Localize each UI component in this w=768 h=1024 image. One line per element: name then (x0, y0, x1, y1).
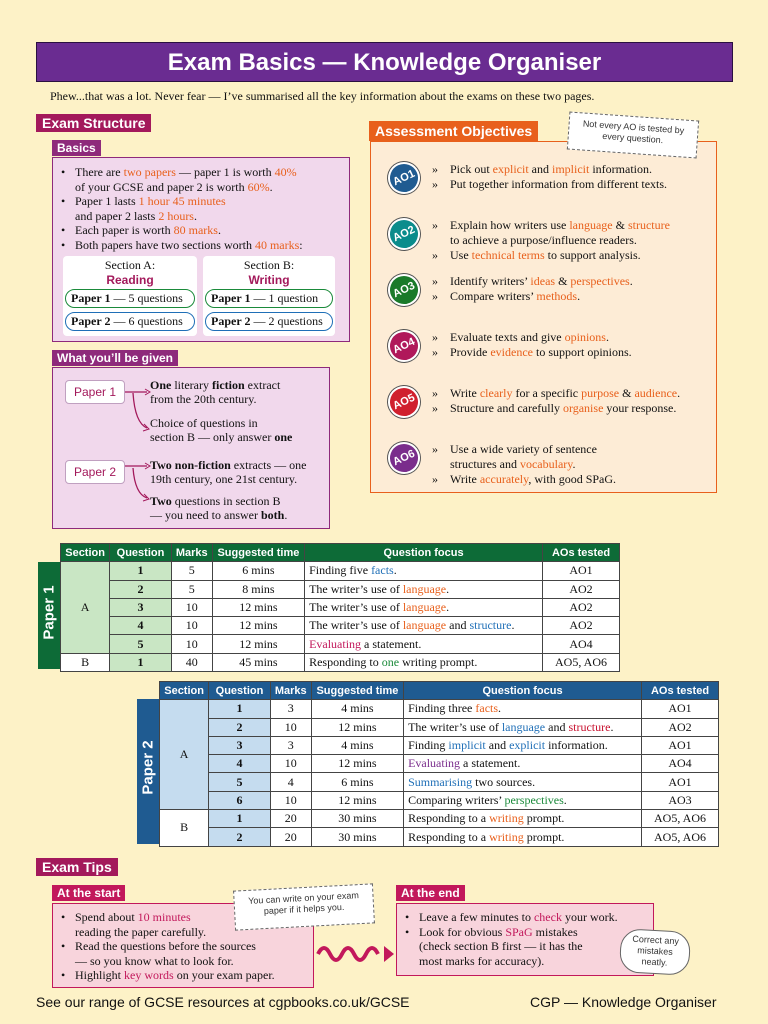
tip-item: • Leave a few minutes to check your work. (397, 910, 653, 925)
ao-badge-icon: AO4 (383, 325, 426, 368)
given-label: What you’ll be given (52, 350, 178, 366)
table-header: Section (61, 544, 110, 562)
table-header: Question focus (404, 682, 642, 700)
section-b-name: Writing (248, 273, 290, 287)
ao-item-ao2 (384, 216, 714, 266)
exam-structure-header: Exam Structure (36, 114, 151, 132)
tips-note-2: Correct any mistakes neatly. (619, 928, 691, 976)
section-a-label: Section A: (104, 258, 156, 272)
tip-item: (check section B first — it has the (419, 939, 583, 953)
footer-right: CGP — Knowledge Organiser (530, 994, 717, 1010)
section-cell: A (61, 562, 110, 653)
ao-header: Assessment Objectives (369, 121, 538, 141)
exam-tips-header: Exam Tips (36, 858, 118, 876)
section-a-paper1: Paper 1 — 5 questions (65, 289, 195, 308)
ao-badge-icon: AO5 (383, 381, 426, 424)
section-b-paper1: Paper 1 — 1 question (205, 289, 333, 308)
ao-text: » Write clearly for a specific purpose & audience. » Structure and carefully organise your response. (432, 386, 680, 416)
table-row: 5 10 12 mins Evaluating a statement. AO4 (61, 635, 620, 653)
table-row: A 1 5 6 mins Finding five facts. AO1 (61, 562, 620, 580)
section-b-paper2: Paper 2 — 2 questions (205, 312, 333, 331)
basics-box (52, 157, 350, 342)
table-header: AOs tested (642, 682, 719, 700)
section-b-label: Section B: (243, 258, 295, 272)
basics-item: of your GCSE and paper 2 is worth 60%. (75, 179, 273, 194)
tip-item: • Read the questions before the sources (53, 939, 313, 954)
table-row: B 1 20 30 mins Responding to a writing prompt. AO5, AO6 (160, 810, 719, 828)
at-start-label: At the start (52, 885, 125, 901)
section-a-card (63, 256, 197, 336)
given-paper1: Paper 1 (65, 380, 125, 404)
tip-item: • Spend about 10 minutes (53, 910, 313, 925)
basics-label: Basics (52, 140, 101, 156)
table-header: Suggested time (212, 544, 304, 562)
table-header: Question focus (305, 544, 543, 562)
ao-text: » Use a wide variety of sentence structures and vocabulary. » Write accurately, with good SPaG. (432, 442, 616, 486)
paper1-table (60, 543, 620, 672)
basics-item: • There are two papers — paper 1 is worth 40% (53, 165, 349, 180)
at-end-list (397, 910, 653, 968)
tip-item: most marks for accuracy). (419, 953, 545, 968)
tip-item: — so you know what to look for. (75, 953, 234, 968)
ao-item-ao5 (384, 384, 714, 434)
paper2-side-label: Paper 2 (137, 699, 159, 844)
paper1-side-label: Paper 1 (38, 562, 60, 669)
given-p2-extract: Two non-fiction extracts — one 19th century, one 21st century. (150, 458, 307, 486)
arrow-icon (123, 378, 153, 438)
section-a-name: Reading (106, 273, 154, 287)
tips-note-1: You can write on your exam paper if it helps you. (233, 883, 375, 930)
basics-item: • Both papers have two sections worth 40 marks: (53, 238, 349, 253)
tip-item: • Highlight key words on your exam paper. (53, 968, 313, 983)
section-b-card (203, 256, 335, 336)
table-row: B 1 40 45 mins Responding to one writing prompt. AO5, AO6 (61, 653, 620, 671)
table-row: 2 10 12 mins The writer’s use of language and structure. AO2 (160, 718, 719, 736)
intro-text: Phew...that was a lot. Never fear — I’ve summarised all the key information about the exams on these two pages. (50, 89, 595, 103)
table-row: 2 5 8 mins The writer’s use of language. AO2 (61, 580, 620, 598)
ao-item-ao6 (384, 440, 714, 490)
table-row: 5 4 6 mins Summarising two sources. AO1 (160, 773, 719, 791)
table-row: 3 10 12 mins The writer’s use of language. AO2 (61, 598, 620, 616)
footer-left: See our range of GCSE resources at cgpbooks.co.uk/GCSE (36, 994, 410, 1010)
ao-note: Not every AO is tested by every question. (567, 112, 699, 159)
paper2-table (159, 681, 719, 847)
section-a-paper2: Paper 2 — 6 questions (65, 312, 195, 331)
table-row: 4 10 12 mins The writer’s use of language and structure. AO2 (61, 617, 620, 635)
ao-item-ao4 (384, 328, 714, 378)
ao-item-ao3 (384, 272, 714, 322)
squiggle-icon (316, 940, 396, 968)
table-header: Marks (270, 682, 311, 700)
table-row: 3 3 4 mins Finding implicit and explicit information. AO1 (160, 736, 719, 754)
arrow-icon (123, 458, 153, 508)
tip-item: reading the paper carefully. (75, 924, 207, 939)
table-header: Question (209, 682, 271, 700)
page-title: Exam Basics — Knowledge Organiser (36, 42, 733, 82)
table-header: Question (110, 544, 172, 562)
table-header: AOs tested (543, 544, 620, 562)
table-header: Section (160, 682, 209, 700)
ao-text: » Evaluate texts and give opinions. » Provide evidence to support opinions. (432, 330, 632, 360)
table-row: 6 10 12 mins Comparing writers’ perspectives. AO3 (160, 791, 719, 809)
basics-item: • Each paper is worth 80 marks. (53, 223, 349, 238)
ao-text: » Identify writers’ ideas & perspectives. » Compare writers’ methods. (432, 274, 633, 304)
table-header: Suggested time (311, 682, 403, 700)
basics-list (53, 165, 349, 252)
table-row: 2 20 30 mins Responding to a writing prompt. AO5, AO6 (160, 828, 719, 846)
section-cell: B (61, 653, 110, 671)
given-p1-extract: One literary fiction extract from the 20th century. (150, 378, 281, 406)
table-row: 4 10 12 mins Evaluating a statement. AO4 (160, 755, 719, 773)
given-box (52, 367, 330, 529)
ao-badge-icon: AO1 (383, 157, 426, 200)
at-end-label: At the end (396, 885, 465, 901)
basics-item: • Paper 1 lasts 1 hour 45 minutes (53, 194, 349, 209)
ao-badge-icon: AO6 (383, 437, 426, 480)
ao-badge-icon: AO3 (383, 269, 426, 312)
given-p1-questions: Choice of questions in section B — only answer one (150, 416, 293, 444)
ao-text: » Explain how writers use language & structure to achieve a purpose/influence readers. » Use technical terms to support analysis. (432, 218, 670, 262)
at-end-box (396, 903, 654, 976)
given-paper2: Paper 2 (65, 460, 125, 484)
given-p2-questions: Two questions in section B — you need to answer both. (150, 494, 288, 522)
ao-text: » Pick out explicit and implicit information. » Put together information from different texts. (432, 162, 667, 192)
ao-item-ao1 (384, 160, 714, 210)
ao-badge-icon: AO2 (383, 213, 426, 256)
table-header: Marks (171, 544, 212, 562)
section-cell: B (160, 810, 209, 847)
section-cell: A (160, 700, 209, 810)
table-row: A 1 3 4 mins Finding three facts. AO1 (160, 700, 719, 718)
tip-item: • Look for obvious SPaG mistakes (397, 925, 653, 940)
basics-item: and paper 2 lasts 2 hours. (75, 208, 197, 223)
